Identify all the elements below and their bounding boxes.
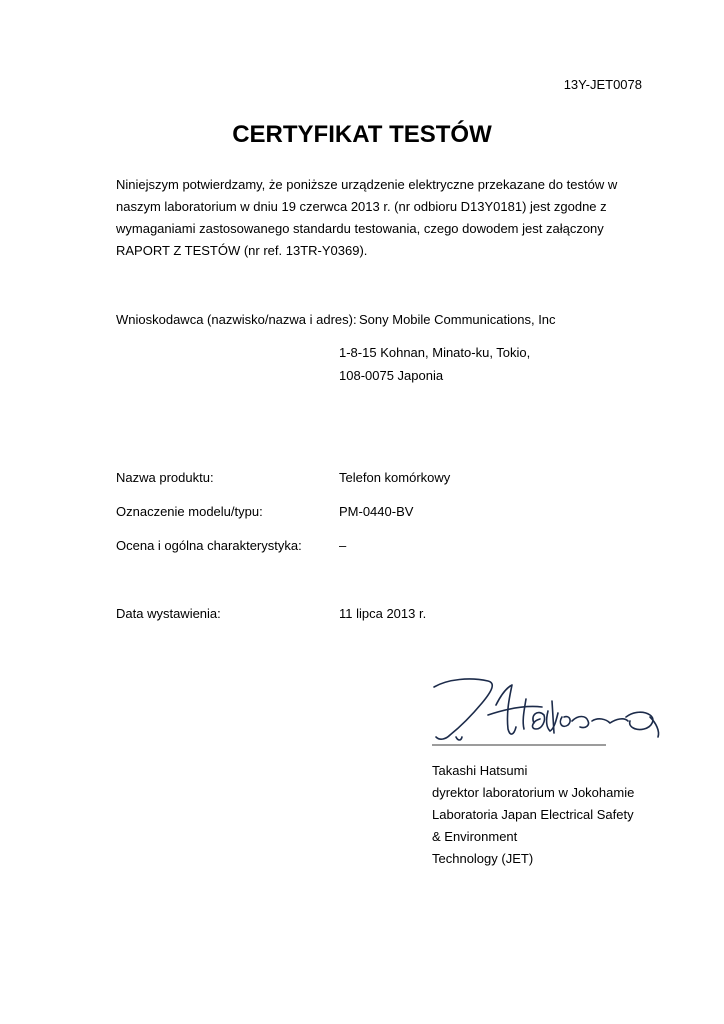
signatory-title: dyrektor laboratorium w Jokohamie — [432, 785, 635, 800]
signature-strokes — [434, 679, 659, 740]
model-value: PM-0440-BV — [339, 504, 414, 519]
signatory-org-line3: Technology (JET) — [432, 851, 534, 866]
handwritten-signature-icon — [430, 671, 666, 751]
signatory-org-line2: & Environment — [432, 829, 518, 844]
rating-value: – — [339, 538, 347, 553]
signature — [430, 671, 666, 751]
applicant-address-line1: 1-8-15 Kohnan, Minato-ku, Tokio, — [339, 345, 531, 360]
intro-line: naszym laboratorium w dniu 19 czerwca 2013 r. (nr odbioru D13Y0181) jest zgodne z — [116, 199, 607, 214]
issue-date-value: 11 lipca 2013 r. — [339, 606, 427, 621]
signatory-name: Takashi Hatsumi — [432, 763, 528, 778]
applicant-label: Wnioskodawca (nazwisko/nazwa i adres): — [116, 312, 357, 327]
model-label: Oznaczenie modelu/typu: — [116, 504, 263, 519]
applicant-address-line2: 108-0075 Japonia — [339, 368, 444, 383]
document-title: CERTYFIKAT TESTÓW — [232, 121, 492, 148]
issue-date-label: Data wystawienia: — [116, 606, 221, 621]
intro-paragraph — [116, 174, 636, 262]
product-name-value: Telefon komórkowy — [339, 470, 451, 485]
rating-label: Ocena i ogólna charakterystyka: — [116, 538, 302, 553]
signatory-block — [432, 760, 634, 870]
applicant-name: Sony Mobile Communications, Inc — [359, 312, 556, 327]
intro-line: RAPORT Z TESTÓW (nr ref. 13TR-Y0369). — [116, 243, 368, 258]
product-name-label: Nazwa produktu: — [116, 470, 214, 485]
intro-line: wymaganiami zastosowanego standardu testowania, czego dowodem jest załączony — [116, 221, 604, 236]
document-reference: 13Y-JET0078 — [563, 77, 642, 92]
intro-line: Niniejszym potwierdzamy, że poniższe urządzenie elektryczne przekazane do testów w — [116, 177, 618, 192]
signatory-org-line1: Laboratoria Japan Electrical Safety — [432, 807, 634, 822]
